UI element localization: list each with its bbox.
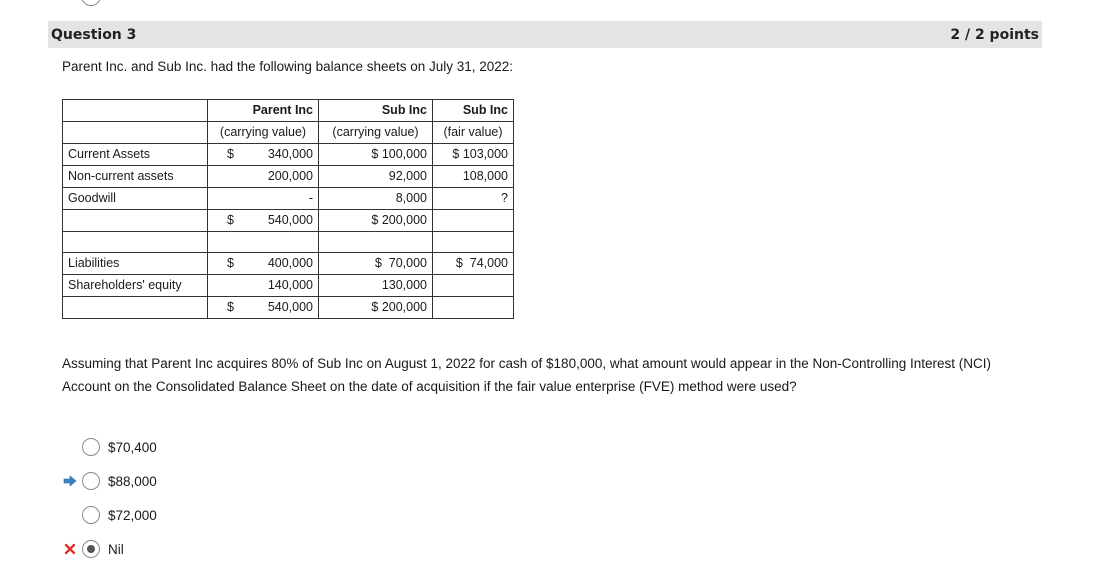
table-row	[63, 253, 514, 275]
parent-value	[208, 166, 319, 188]
dollar-sign: $	[227, 300, 234, 314]
row-label	[63, 297, 208, 319]
table-subheader-row	[63, 122, 514, 144]
sub-fv-value	[433, 210, 514, 232]
sub-fv-value	[433, 297, 514, 319]
table-cell	[63, 100, 208, 122]
row-label: Goodwill	[63, 188, 208, 210]
table-cell	[208, 232, 319, 253]
sub-fv-value	[433, 275, 514, 297]
amount: 540,000	[267, 213, 313, 227]
parent-value	[208, 188, 319, 210]
answer-option[interactable]	[82, 436, 157, 458]
table-row-total	[63, 210, 514, 232]
option-radio[interactable]	[82, 472, 100, 490]
subheader-fair-value: (fair value)	[433, 122, 514, 144]
sub-cv-value: $ 70,000	[319, 253, 433, 275]
sub-cv-value: $ 200,000	[319, 210, 433, 232]
option-radio-selected[interactable]	[82, 540, 100, 558]
table-cell	[433, 232, 514, 253]
correct-answer-arrow-icon	[63, 474, 77, 488]
question-intro: Parent Inc. and Sub Inc. had the following balance sheets on July 31, 2022:	[62, 59, 514, 74]
option-radio[interactable]	[82, 506, 100, 524]
sub-cv-value: 130,000	[319, 275, 433, 297]
subheader-carrying-value: (carrying value)	[319, 122, 433, 144]
sub-fv-value: ?	[433, 188, 514, 210]
option-radio[interactable]	[82, 438, 100, 456]
table-row-spacer	[63, 232, 514, 253]
question-title: Question 3	[51, 26, 137, 43]
sub-cv-value: 8,000	[319, 188, 433, 210]
row-label: Shareholders' equity	[63, 275, 208, 297]
amount: 140,000	[267, 278, 313, 292]
table-row	[63, 144, 514, 166]
option-label[interactable]: $72,000	[108, 507, 157, 523]
row-label: Current Assets	[63, 144, 208, 166]
table-row	[63, 166, 514, 188]
question-points: 2 / 2 points	[950, 26, 1039, 43]
balance-sheet-table	[62, 99, 514, 319]
parent-value	[208, 210, 319, 232]
table-row	[63, 188, 514, 210]
dollar-sign: $	[227, 256, 234, 270]
subheader-carrying-value: (carrying value)	[208, 122, 319, 144]
sub-fv-value: 108,000	[433, 166, 514, 188]
amount: 540,000	[267, 300, 313, 314]
amount: 200,000	[267, 169, 313, 183]
previous-question-radio[interactable]	[81, 0, 101, 6]
table-cell	[63, 122, 208, 144]
sub-fv-value: $ 74,000	[433, 253, 514, 275]
header-parent-inc: Parent Inc	[208, 100, 319, 122]
amount: 400,000	[267, 256, 313, 270]
answer-option[interactable]	[82, 504, 157, 526]
header-sub-inc-cv: Sub Inc	[319, 100, 433, 122]
table-row-total	[63, 297, 514, 319]
parent-value	[208, 253, 319, 275]
table-row	[63, 275, 514, 297]
option-label[interactable]: Nil	[108, 541, 124, 557]
dollar-sign: $	[227, 213, 234, 227]
header-sub-inc-fv: Sub Inc	[433, 100, 514, 122]
table-cell	[63, 232, 208, 253]
row-label: Non-current assets	[63, 166, 208, 188]
answer-option-selected[interactable]	[82, 538, 124, 560]
sub-cv-value: $ 100,000	[319, 144, 433, 166]
sub-fv-value: $ 103,000	[433, 144, 514, 166]
incorrect-answer-x-icon	[64, 543, 76, 555]
table-cell	[319, 232, 433, 253]
table-header-row	[63, 100, 514, 122]
amount: -	[308, 191, 313, 205]
answer-option[interactable]	[82, 470, 157, 492]
amount: 340,000	[267, 147, 313, 161]
parent-value	[208, 275, 319, 297]
option-label[interactable]: $70,400	[108, 439, 157, 455]
sub-cv-value: $ 200,000	[319, 297, 433, 319]
option-label[interactable]: $88,000	[108, 473, 157, 489]
row-label	[63, 210, 208, 232]
dollar-sign: $	[227, 147, 234, 161]
parent-value	[208, 297, 319, 319]
sub-cv-value: 92,000	[319, 166, 433, 188]
question-prompt: Assuming that Parent Inc acquires 80% of Sub Inc on August 1, 2022 for cash of $180,000, what amount would appear in the Non-Controlling Interest (NCI) Account on the Consolidated Balance Sheet on the date of acquisition if the fair value enterprise (FVE) method were used?	[62, 356, 992, 394]
row-label: Liabilities	[63, 253, 208, 275]
parent-value	[208, 144, 319, 166]
question-header	[48, 21, 1042, 48]
